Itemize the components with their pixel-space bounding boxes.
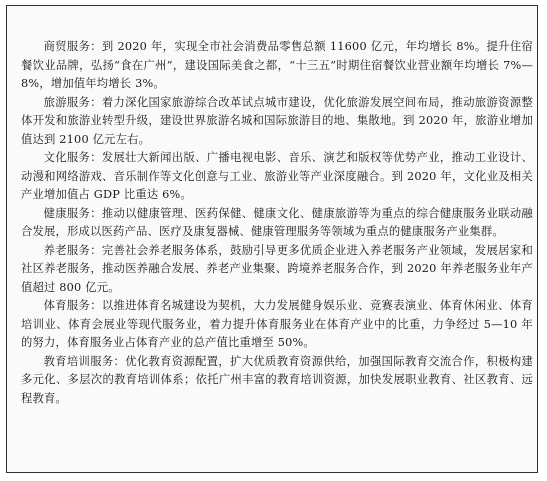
paragraph-text: 优化教育资源配置，扩大优质教育资源供给，加强国际教育交流合作，积极构建多元化、多层次的教育培训体系；依托广州丰富的教育培训资源，加快发展职业教育、社区教育、远程教育。 — [21, 354, 533, 405]
paragraph-text: 完善社会养老服务体系，鼓励引导更多优质企业进入养老服务产业领域，发展居家和社区养老服务，推动医养融合发展、养老产业集聚、跨境养老服务合作，到 2020 年养老服务业年产值超过 800 亿元。 — [21, 243, 533, 294]
paragraph-commerce — [21, 38, 533, 94]
paragraph-text: 以推进体育名城建设为契机，大力发展健身娱乐业、竞赛表演业、体育休闲业、体育培训业、体育会展业等现代服务业，着力提升体育服务业在体育产业中的比重，力争经过 5—10 年的努力，体育服务业占体育产业的总产值比重增至 50%。 — [21, 299, 533, 349]
paragraph-text: 发展壮大新闻出版、广播电视电影、音乐、演艺和版权等优势产业，推动工业设计、动漫和网络游戏、音乐制作等文化创意与工业、旅游业等产业深度融合。到 2020 年，文化业及相关产业增加值占 GDP 比重达 6%。 — [21, 151, 533, 201]
paragraph-text: 着力深化国家旅游综合改革试点城市建设，优化旅游发展空间布局，推动旅游资源整体开发和旅游业转型升级，建设世界旅游名城和国际旅游目的地、集散地。到 2020 年，旅游业增加值达到 2100 亿元左右。 — [21, 95, 533, 146]
paragraph-label: 养老服务： — [43, 243, 102, 257]
text-box — [6, 5, 538, 473]
paragraph-tourism — [21, 94, 533, 150]
paragraph-label: 体育服务： — [43, 299, 102, 312]
paragraph-health — [21, 205, 533, 242]
paragraph-label: 商贸服务： — [43, 40, 102, 53]
paragraph-label: 教育培训服务： — [43, 354, 126, 368]
paragraph-education — [21, 353, 533, 409]
paragraph-text: 推动以健康管理、医药保健、健康文化、健康旅游等为重点的综合健康服务业联动融合发展，形成以医药产品、医疗及康复器械、健康管理服务等领域为重点的健康服务产业集群。 — [21, 206, 533, 238]
paragraph-text: 到 2020 年，实现全市社会消费品零售总额 11600 亿元，年均增长 8%。提升住宿餐饮业品牌，弘扬“食在广州”，建设国际美食之都，“十三五”时期住宿餐饮业营业额年均增长 7%—8%，增加值年均增长 3%。 — [21, 40, 533, 90]
paragraph-label: 文化服务： — [43, 151, 102, 164]
paragraph-culture — [21, 149, 533, 205]
paragraph-sports — [21, 297, 533, 353]
paragraph-label: 旅游服务： — [43, 95, 102, 109]
paragraph-elderly-care — [21, 242, 533, 298]
text-box-content — [21, 38, 533, 408]
paragraph-label: 健康服务： — [43, 206, 102, 220]
